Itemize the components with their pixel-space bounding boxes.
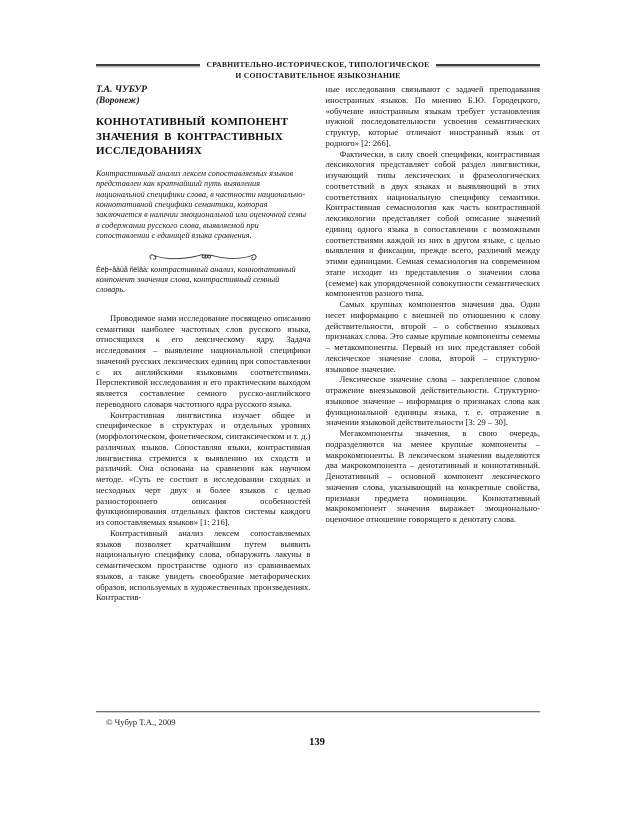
article-title [96,115,311,159]
paragraph: ные исследования связывают с задачей преподавания иностранных языков. По мнению Б.Ю. Городецкого, «обучение иностранным языкам требует установления нужной последовательности усвоения семантических структур, которые отличают иностранный язык от родного» [2: 266]. [325,84,540,148]
paragraph: Лексическое значение слова – закрепленное словом отражение внеязыковой действительности. Структурно-языковое значение – информация о признаках слова как функциональной единицы языка, т. е. отражение в значении языковой действительности [3: 29 – 30]. [325,374,540,428]
paragraph: Мегакомпоненты значения, в свою очередь, подразделяются на менее крупные компоненты – макрокомпоненты. В лексическом значении выделяются два макрокомпонента – денотативный и коннотативный. Денотативный – основной компонент лексического значения слова, указывающий на конкретные свойства, признаки предмета номинации. Коннотативный макрокомпонент значения выражает эмоционально-оценочное отношение говорящего к денотату слова. [325,428,540,524]
paragraph: Проводимое нами исследование посвящено описанию семантики наиболее частотных слов русского языка, относящихся к его лексическому ядру. Задача исследования – выявление национальной специфики значений русских лексических единиц при сопоставлении с их английскими языковыми соответствиями. Перспективой исследования и его практическим выходом является составление семного русско-английского переводного словаря частотного ядра русского языка. [96,312,311,409]
paragraph: Контрастивная лингвистика изучает общее и специфическое в структурах и отдельных уровнях (морфологическом, фонетическом, синтаксическом и т. д.) различных языков. Сопоставляя языки, контрастивная лингвистика стремится к выявлению их сходств и различий. Она основана на сравнении как научном методе. «Суть ее состоит в исследовании сходных и несходных черт двух и более языков с целью разностороннего описания особенностей функционирования отдельных фактов системы каждого из сопоставляемых языков» [1: 216]. [96,409,311,528]
copyright-note: © Чубур Т.А., 2009 [106,717,176,727]
right-column [326,84,541,603]
header-rule-right [436,64,540,66]
running-head [96,60,540,80]
abstract-text: Контрастивный анализ лексем сопоставляемых языков представлен как кратчайший путь выявления национальной специфики слова, в частности национально-коннотативной специфики семантики, которая заключается в наличии эмоциональной или оценочной семы в содержании русского слова, выявляемой при сопоставлении с единицей языка сравнения. [96,168,307,241]
article-title-line: КОННОТАТИВНЫЙ КОМПОНЕНТ [96,116,289,128]
keywords-block [96,265,311,296]
flourish-ornament [96,247,311,262]
keywords-text: контрастивный анализ, коннотативный компонент значения слова, контрастивный семный словарь. [96,264,296,295]
keywords-label: Êëþ÷åâûå ñëîâà: [96,264,149,274]
paragraph: Фактически, в силу своей специфики, контрастивная лексикология представляет собой раздел лингвистики, изучающий типы лексических и фразеологических соответствий в двух языках и выявляющий в этих соответствиях национальную специфику семантики. Контрастивная семасиология как часть контрастивной лексикологии представляет собой описание значений единиц одного языка в сопоставлении с возможными соответствиями каждой из них в другом языке, с целью выявления и фиксации, прежде всего, различий между этими единицами. Семная семасиология на современном этапе исходит из представления о значении слова (семеме) как упорядоченной совокупности семантических компонентов разного типа. [325,148,540,299]
running-head-title-2: И СОПОСТАВИТЕЛЬНОЕ ЯЗЫКОЗНАНИЕ [235,70,401,80]
footer-rule [96,711,540,712]
page-number: 139 [309,737,325,748]
flourish-icon [147,248,259,263]
two-column-body [96,84,540,603]
header-rule-left [96,64,200,66]
author-name: Т.А. ЧУБУР [96,84,147,95]
article-title-line: ИССЛЕДОВАНИЯХ [96,145,203,158]
running-head-line1 [96,60,540,69]
article-title-line: ЗНАЧЕНИЯ В КОНТРАСТИВНЫХ [96,130,284,143]
left-column [96,84,311,603]
running-head-title-1: СРАВНИТЕЛЬНО-ИСТОРИЧЕСКОЕ, ТИПОЛОГИЧЕСКОЕ [206,60,430,69]
paragraph: Контрастивный анализ лексем сопоставляемых языков позволяет кратчайшим путем выявить национальную специфику слова, обнаружить лакуны в семантическом пространстве одного из сравниваемых языков, а также увидеть своеобразие метафорических образов, используемых в художественных произведениях. Контрастив- [96,527,311,603]
paragraph: Самых крупных компонентов значения два. Один несет информацию с внешней по отношению к слову действительности, второй – о собственно языковых признаках слова. Это самые крупные компоненты семемы – метакомпоненты. Первый из них представляет собой лексическое значение слова, второй – структурно-языковое значение. [325,299,540,374]
author-location: (Воронеж) [96,95,140,105]
